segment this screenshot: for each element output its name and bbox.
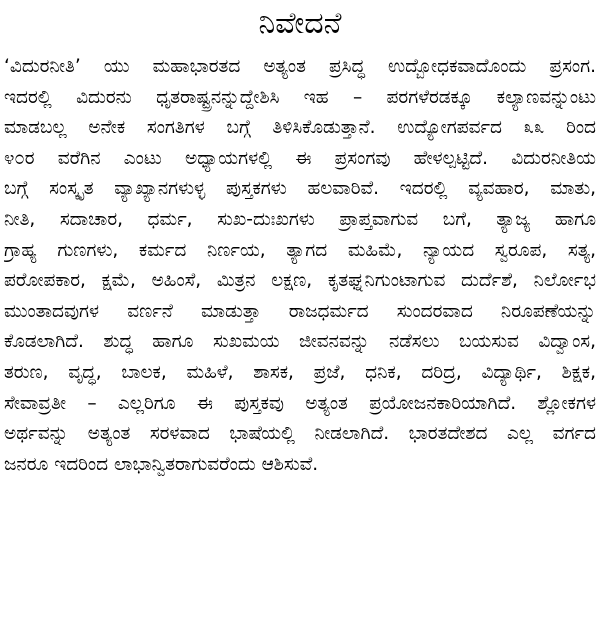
text-line: ಜನರೂ ಇದರಿಂದ ಲಾಭಾನ್ವಿತರಾಗುವರೆಂದು ಆಶಿಸುವೆ. [4,453,319,475]
text-line: ೪೦ರ ವರೆಗಿನ ಎಂಟು ಅಧ್ಯಾಯಗಳಲ್ಲಿ ಈ ಪ್ರಸಂಗವು ಹೇಳಲ್ಪಟ್ಟಿದೆ. ವಿದುರನೀತಿಯ [4,147,596,169]
text-line: ಇದರಲ್ಲಿ ವಿದುರನು ಧೃತರಾಷ್ಟ್ರನನ್ನುದ್ದೇಶಿಸಿ ಇಹ – ಪರಗಳೆರಡಕ್ಕೂ ಕಲ್ಯಾಣವನ್ನುಂಟು [4,86,596,108]
text-line: ನೀತಿ, ಸದಾಚಾರ, ಧರ್ಮ, ಸುಖ-ದುಃಖಗಳು ಪ್ರಾಪ್ತವಾಗುವ ಬಗೆ, ತ್ಯಾಜ್ಯ ಹಾಗೂ [4,208,596,230]
text-line: ಪರೋಪಕಾರ, ಕ್ಷಮೆ, ಅಹಿಂಸೆ, ಮಿತ್ರನ ಲಕ್ಷಣ, ಕೃತಘ್ನನಿಗುಂಟಾಗುವ ದುರ್ದೆಶೆ, ನಿರ್ಲೋಭ [4,270,596,292]
text-line: ‘ವಿದುರನೀತಿ’ ಯು ಮಹಾಭಾರತದ ಅತ್ಯಂತ ಪ್ರಸಿದ್ಧ ಉದ್ಬೋಧಕವಾದೊಂದು ಪ್ರಸಂಗ. [4,56,596,77]
text-line: ಮಾಡಬಲ್ಲ ಅನೇಕ ಸಂಗತಿಗಳ ಬಗ್ಗೆ ತಿಳಿಸಿಕೊಡುತ್ತಾನೆ. ಉದ್ಯೋಗಪರ್ವದ ೩೩ ರಿಂದ [4,117,596,139]
page-title: ನಿವೇದನೆ [258,6,342,41]
text-line: ತರುಣ, ವೃದ್ಧ, ಬಾಲಕ, ಮಹಿಳೆ, ಶಾಸಕ, ಪ್ರಜೆ, ಧನಿಕ, ದರಿದ್ರ, ವಿದ್ಯಾರ್ಥಿ, ಶಿಕ್ಷಕ, [4,361,596,383]
text-line: ಬಗ್ಗೆ ಸಂಸ್ಕೃತ ವ್ಯಾಖ್ಯಾನಗಳುಳ್ಳ ಪುಸ್ತಕಗಳು ಹಲವಾರಿವೆ. ಇದರಲ್ಲಿ ವ್ಯವಹಾರ, ಮಾತು, [4,178,596,200]
text-line: ಸೇವಾವ್ರತೀ – ಎಲ್ಲರಿಗೂ ಈ ಪುಸ್ತಕವು ಅತ್ಯಂತ ಪ್ರಯೋಜನಕಾರಿಯಾಗಿದೆ. ಶ್ಲೋಕಗಳ [4,392,596,414]
text-line: ಮುಂತಾದವುಗಳ ವರ್ಣನೆ ಮಾಡುತ್ತಾ ರಾಜಧರ್ಮದ ಸುಂದರವಾದ ನಿರೂಪಣೆಯನ್ನು [4,300,596,322]
text-line: ಗ್ರಾಹ್ಯ ಗುಣಗಳು, ಕರ್ಮದ ನಿರ್ಣಯ, ತ್ಯಾಗದ ಮಹಿಮೆ, ನ್ಯಾಯದ ಸ್ವರೂಪ, ಸತ್ಯ, [4,239,596,261]
text-line: ಕೊಡಲಾಗಿದೆ. ಶುದ್ಧ ಹಾಗೂ ಸುಖಮಯ ಜೀವನವನ್ನು ನಡೆಸಲು ಬಯಸುವ ವಿದ್ವಾಂಸ, [4,331,596,353]
text-line: ಅರ್ಥವನ್ನು ಅತ್ಯಂತ ಸರಳವಾದ ಭಾಷೆಯಲ್ಲಿ ನೀಡಲಾಗಿದೆ. ಭಾರತದೇಶದ ಎಲ್ಲ ವರ್ಗದ [4,423,596,445]
preface-body [4,52,596,480]
